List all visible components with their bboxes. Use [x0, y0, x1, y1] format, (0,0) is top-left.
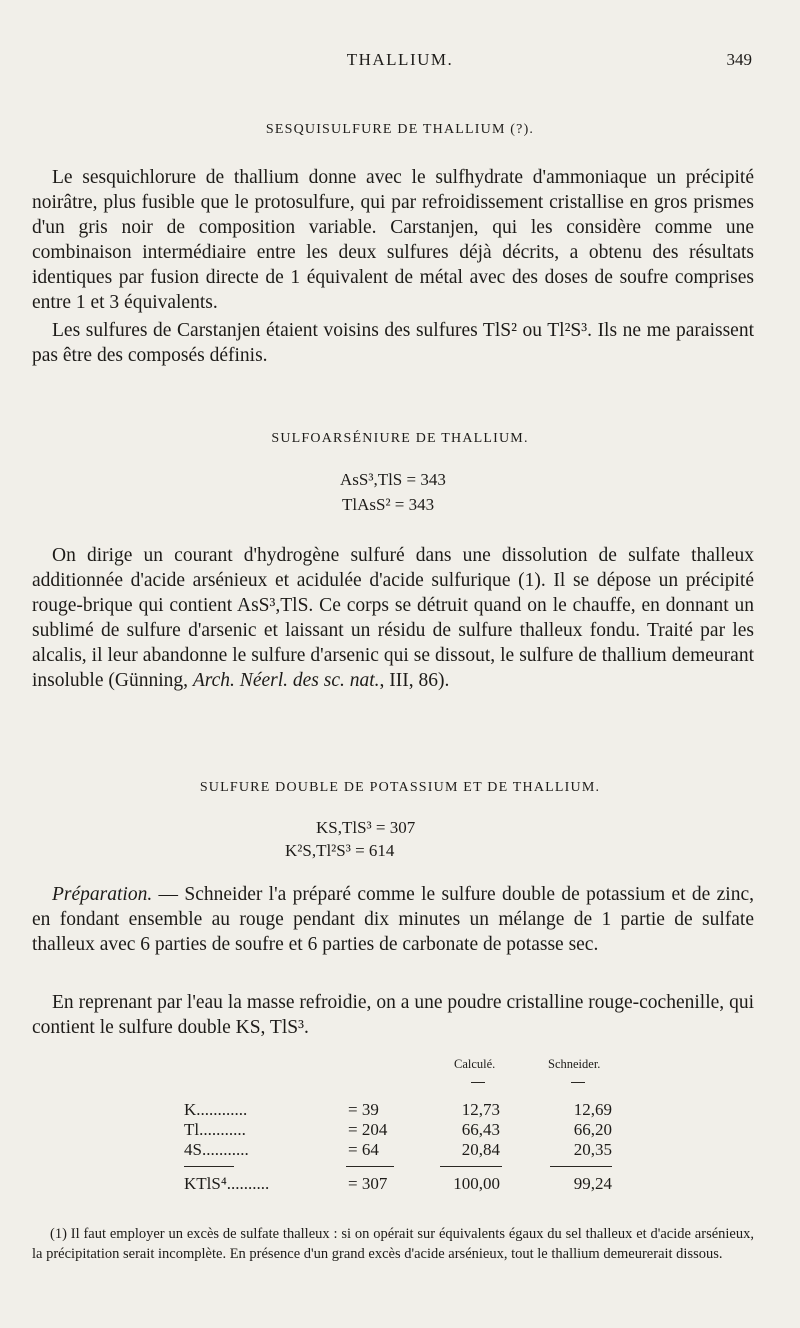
equivalent-value: = 64 — [348, 1140, 379, 1159]
total-schneider: 99,24 — [573, 1174, 612, 1193]
formula-line: TlAsS² = 343 — [342, 495, 435, 514]
element-label: Tl........... — [184, 1120, 246, 1139]
paragraph-text: Le sesquichlorure de thallium donne avec le sulfhydrate d'ammoniaque un précipité noirâtre, plus fusible que le protosulfure, qui par refroidissement cristallise en gros prismes d'un gris noir de composition variable. Carstanjen, qui les considère comme une combinaison intermédiaire entre les deux sulfures déjà décrits, a obtenu des résultats identiques par fusion directe de 1 équivalent de métal avec des doses de soufre comprises entre 1 et 3 équivalents. — [32, 167, 754, 313]
element-label: K............ — [184, 1100, 248, 1119]
total-label: KTlS⁴.......... — [184, 1174, 270, 1193]
header-dash — [471, 1082, 485, 1083]
section-title-sulfure-double: SULFURE DOUBLE DE POTASSIUM ET DE THALLIUM. — [199, 780, 601, 795]
calculated-value: 66,43 — [461, 1120, 500, 1139]
total-rule — [440, 1166, 502, 1167]
total-equivalent: = 307 — [348, 1174, 388, 1193]
table-row — [184, 1100, 624, 1122]
footnote — [32, 1224, 754, 1264]
paragraph-preparation — [32, 882, 754, 957]
column-header-schneider: Schneider. — [548, 1057, 601, 1071]
total-rule — [184, 1166, 234, 1167]
preparation-label: Préparation. — [52, 884, 153, 905]
formula-line: KS,TlS³ = 307 — [316, 818, 416, 837]
formula-line: AsS³,TlS = 343 — [340, 470, 446, 489]
running-head — [0, 50, 800, 74]
total-calculated: 100,00 — [453, 1174, 500, 1193]
paragraph-sulfoarseniure — [32, 543, 754, 693]
calculated-value: 12,73 — [461, 1100, 500, 1119]
element-label: 4S........... — [184, 1140, 249, 1159]
table-row — [184, 1140, 624, 1162]
total-rule — [346, 1166, 394, 1167]
table-row — [184, 1120, 624, 1142]
paragraph-sesquisulfure-2 — [32, 318, 754, 368]
schneider-value: 20,35 — [573, 1140, 612, 1159]
section-title-sulfoarseniure: SULFOARSÉNIURE DE THALLIUM. — [271, 431, 529, 446]
paragraph-text: — Schneider l'a préparé comme le sulfure double de potassium et de zinc, en fondant ensemble au rouge pendant dix minutes un mélange de 1 partie de sulfate thalleux avec 6 parties de soufre et 6 parties de carbonate de potasse sec. — [32, 884, 754, 955]
column-header-calcule: Calculé. — [454, 1057, 496, 1071]
paragraph-poudre — [32, 990, 754, 1040]
formula-line: K²S,Tl²S³ = 614 — [285, 841, 395, 860]
paragraph-text: En reprenant par l'eau la masse refroidie, on a une poudre cristalline rouge-cochenille, qui contient le sulfure double KS, TlS³. — [32, 992, 754, 1038]
citation-title: Arch. Néerl. des sc. nat. — [192, 670, 380, 691]
schneider-value: 66,20 — [573, 1120, 612, 1139]
total-rule — [550, 1166, 612, 1167]
paragraph-text: On dirige un courant d'hydrogène sulfuré dans une dissolution de sulfate thalleux additionnée d'acide arsénieux et acidulée d'acide sulfurique (1). Il se dépose un précipité rouge-brique qui contient AsS³,TlS. Ce corps se détruit quand on le chauffe, en donnant un sublimé de sulfure d'arsenic et laissant un résidu de sulfure thalleux fondu. Traité par les alcalis, il leur abandonne le sulfure d'arsenic qui se dissout, le sulfure de thallium demeurant insoluble (Günning, — [32, 545, 754, 691]
paragraph-text: , III, 86). — [379, 670, 450, 691]
schneider-value: 12,69 — [573, 1100, 612, 1119]
paragraph-sesquisulfure-1 — [32, 165, 754, 315]
page-number: 349 — [726, 50, 752, 69]
section-title-sesquisulfure: SESQUISULFURE DE THALLIUM (?). — [265, 122, 535, 137]
footnote-text: (1) Il faut employer un excès de sulfate thalleux : si on opérait sur équivalents égaux du sel thalleux et d'acide arsénieux, la précipitation serait incomplète. En présence d'un grand excès d'acide arsénieux, tout le thallium demeurerait dissous. — [32, 1226, 754, 1262]
header-dash — [571, 1082, 585, 1083]
equivalent-value: = 39 — [348, 1100, 379, 1119]
calculated-value: 20,84 — [461, 1140, 500, 1159]
table-total-row — [184, 1174, 624, 1196]
equivalent-value: = 204 — [348, 1120, 388, 1139]
running-title: THALLIUM. — [346, 50, 454, 69]
paragraph-text: Les sulfures de Carstanjen étaient voisins des sulfures TlS² ou Tl²S³. Ils ne me paraissent pas être des composés définis. — [32, 320, 754, 366]
